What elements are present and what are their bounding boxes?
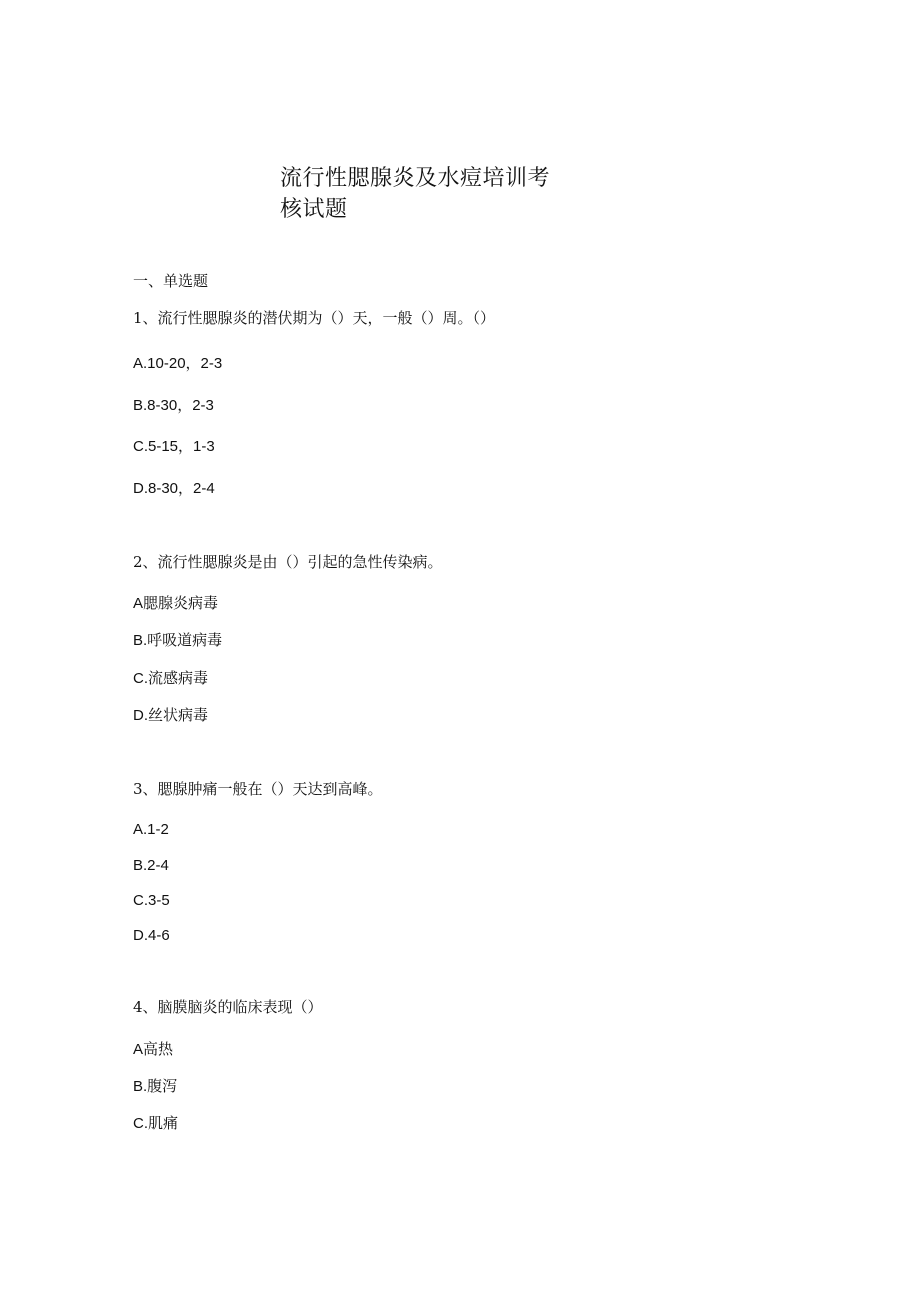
question-4-option-b: B.腹泻 (133, 1078, 178, 1095)
question-4-option-a: A高热 (133, 1041, 174, 1058)
question-1-option-b: B.8-30，2-3 (133, 397, 214, 414)
question-2-option-a: A腮腺炎病毒 (133, 595, 219, 612)
question-4-option-c: C.肌痛 (133, 1115, 179, 1132)
question-3-option-d: D.4-6 (133, 927, 170, 944)
title-line-2: 核试题 (280, 197, 348, 222)
question-3-text: 3、腮腺肿痛一般在（）天达到高峰。 (133, 780, 383, 798)
title-line-1: 流行性腮腺炎及水痘培训考 (280, 166, 551, 191)
question-4-text: 4、脑膜脑炎的临床表现（） (133, 998, 323, 1016)
question-1-option-a: A.10-20，2-3 (133, 355, 223, 372)
question-3-option-c: C.3-5 (133, 892, 170, 909)
question-3-option-b: B.2-4 (133, 857, 169, 874)
question-1-text: 1、流行性腮腺炎的潜伏期为（）天，一般（）周。（） (133, 309, 496, 327)
section-heading: 一、单选题 (133, 272, 209, 290)
question-3-option-a: A.1-2 (133, 821, 169, 838)
question-1-option-c: C.5-15，1-3 (133, 438, 215, 455)
question-1-option-d: D.8-30，2-4 (133, 480, 215, 497)
question-2-option-c: C.流感病毒 (133, 670, 209, 687)
question-2-option-b: B.呼吸道病毒 (133, 632, 223, 649)
question-2-text: 2、流行性腮腺炎是由（）引起的急性传染病。 (133, 553, 443, 571)
question-2-option-d: D.丝状病毒 (133, 707, 209, 724)
